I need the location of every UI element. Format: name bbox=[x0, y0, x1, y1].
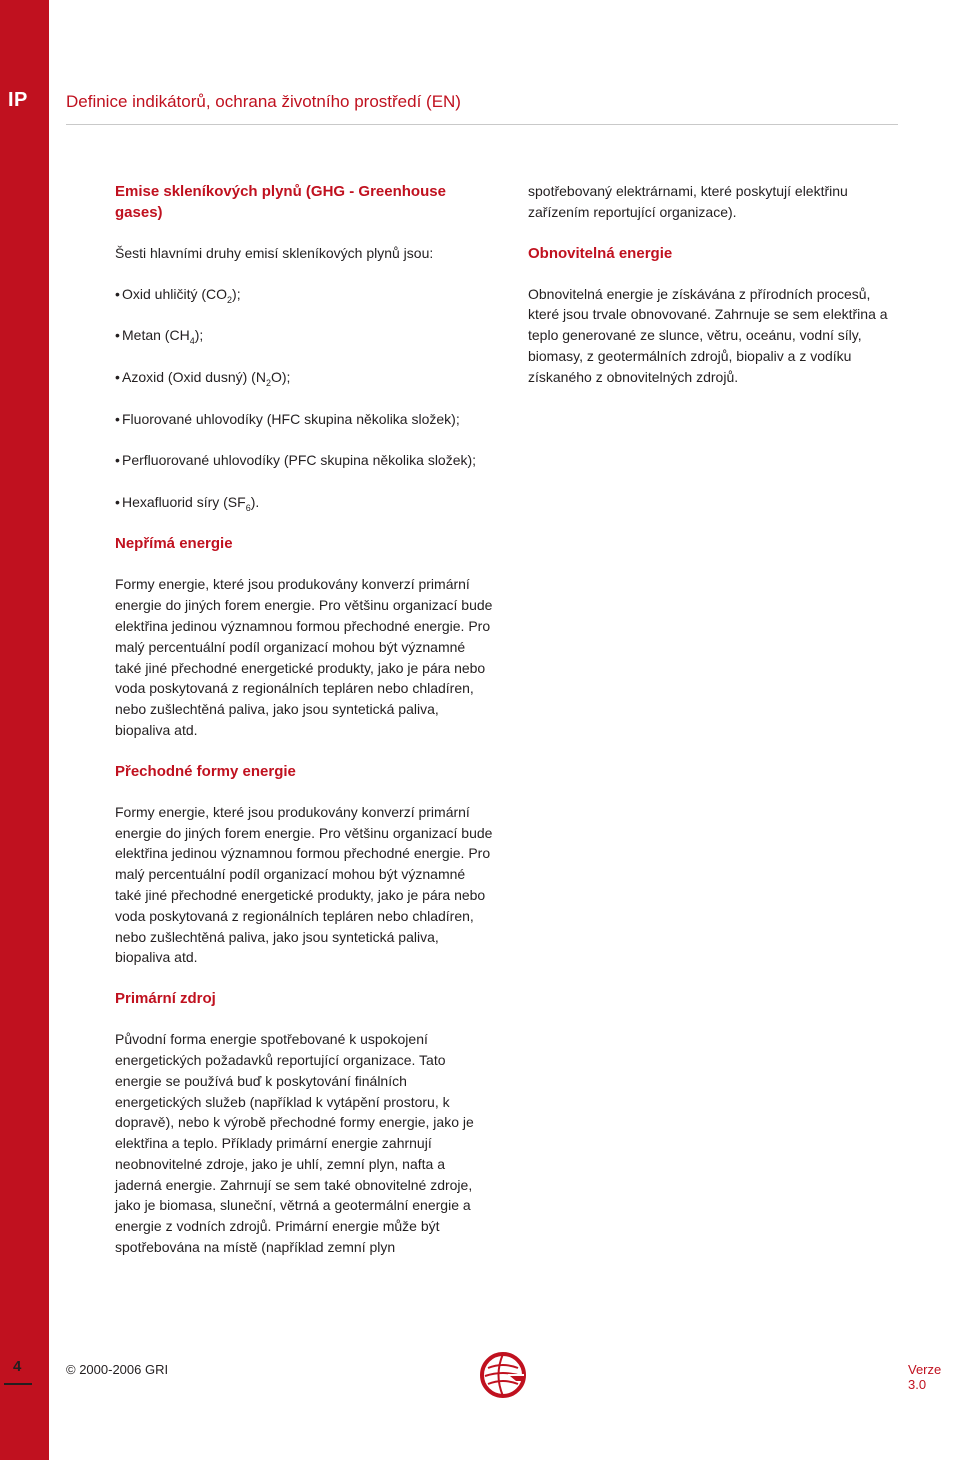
right-column bbox=[528, 181, 898, 408]
renewable-energy-text: Obnovitelná energie je získávána z přírodních procesů, které jsou trvale obnovované. Zahrnuje se sem elektřina a teplo generované ze slunce, větru, oceánu, vodní síly, biomasy, z geotermálních zdrojů, biopaliv a z vodíku získaného z obnovitelných zdrojů. bbox=[528, 285, 888, 385]
page-number: 4 bbox=[13, 1358, 22, 1375]
renewable-energy-heading: Obnovitelná energie bbox=[528, 244, 673, 262]
section-code: IP bbox=[8, 89, 28, 111]
page-number-underline bbox=[4, 1383, 32, 1385]
bullet-pfc: • Perfluorované uhlovodíky (PFC skupina několika složek); bbox=[115, 450, 495, 471]
gri-logo-icon bbox=[480, 1352, 526, 1398]
sidebar-band bbox=[0, 0, 49, 1460]
header-divider bbox=[66, 124, 898, 125]
indirect-energy-heading: Nepřímá energie bbox=[115, 535, 233, 553]
copyright-notice: © 2000-2006 GRI bbox=[66, 1362, 169, 1377]
indirect-energy-text: Formy energie, které jsou produkovány konverzí primární energie do jiných forem energie. Pro většinu organizací bude elektřina jedinou významnou formou přechodné energie. Pro malý percentuální podíl organizací mohou být významné také jiné přechodné energetické produkty, jako je pára nebo voda poskytovaná z regionálních tepláren nebo chladíren, nebo zušlechtěná paliva, jako jsou syntetická paliva, biopaliva atd. bbox=[115, 576, 493, 738]
continuation-text: spotřebovaný elektrárnami, které poskytují elektřinu zařízením reportující organizace). bbox=[528, 183, 848, 220]
ghg-heading: Emise skleníkových plynů (GHG - Greenhouse gases) bbox=[115, 183, 446, 221]
ghg-intro: Šesti hlavními druhy emisí skleníkových plynů jsou: bbox=[115, 245, 434, 261]
bullet-n2o: • Azoxid (Oxid dusný) $(N_2O)$; bbox=[115, 367, 495, 388]
transitional-energy-heading: Přechodné formy energie bbox=[115, 762, 296, 780]
primary-source-text: Původní forma energie spotřebované k uspokojení energetických požadavků reportující organizace. Tato energie se používá buď k poskytování finálních energetických služeb (například k vytápění prostoru, k dopravě), nebo k výrobě přechodné formy energie, jako je elektřina a teplo. Příklady primární energie zahrnují neobnovitelné zdroje, jako je uhlí, zemní plyn, nafta a jaderná energie. Zahrnují se sem také obnovitelné zdroje, jako je biomasa, sluneční, větrná a geotermální energie a energie z vodních zdrojů. Primární energie může být spotřebována na místě (například zemní plyn bbox=[115, 1031, 474, 1256]
bullet-ch4: • Metan $(CH_4)$; bbox=[115, 325, 495, 346]
bullet-sf6: • Hexafluorid síry $(SF_6)$. bbox=[115, 492, 495, 513]
version-label: Verze 3.0 bbox=[908, 1362, 942, 1392]
transitional-energy-text: Formy energie, které jsou produkovány konverzí primární energie do jiných forem energie. Pro většinu organizací bude elektřina jedinou významnou formou přechodné energie. Pro malý percentuální podíl organizací mohou být významné také jiné přechodné energetické produkty, jako je pára nebo voda poskytovaná z regionálních tepláren nebo chladíren, nebo zušlechtěná paliva, jako jsou syntetická paliva, biopaliva atd. bbox=[115, 803, 493, 966]
left-column bbox=[115, 181, 495, 1278]
primary-source-heading: Primární zdroj bbox=[115, 990, 216, 1008]
bullet-co2: • Oxid uhličitý $(CO_2)$; bbox=[115, 284, 495, 305]
page-title: Definice indikátorů, ochrana životního prostředí (EN) bbox=[66, 92, 461, 111]
bullet-hfc: • Fluorované uhlovodíky (HFC skupina několika složek); bbox=[115, 409, 495, 430]
